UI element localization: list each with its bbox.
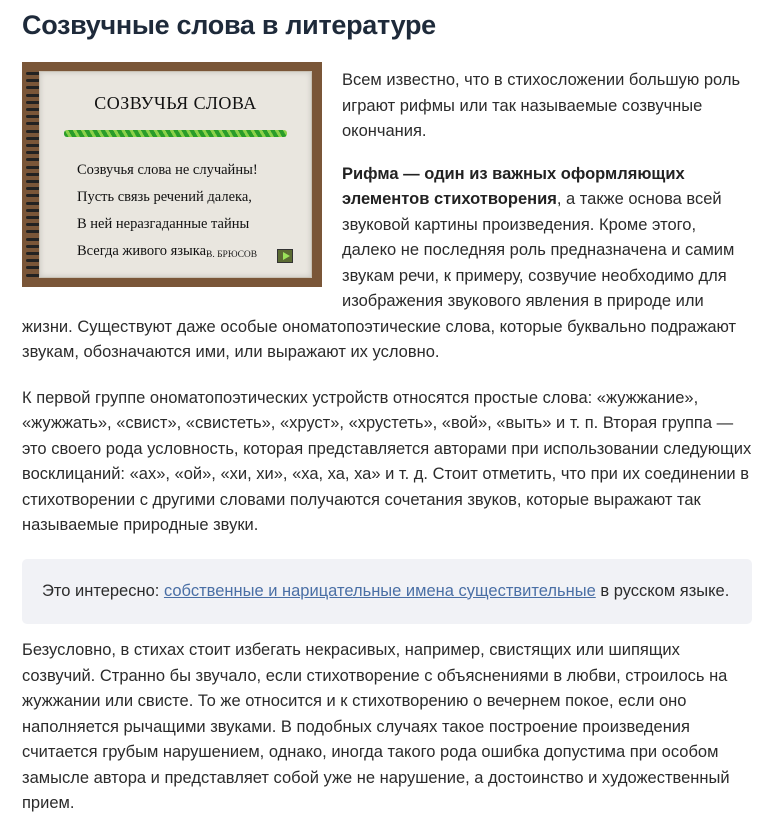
rhyme-text: , а также основа всей звуковой картины произведения. Кроме этого, далеко не последняя роль предназначена и самим звукам речи, к примеру, созвучие необходимо для изображения звукового явления в природе или жизни. Существуют даже особые ономатопоэтические слова, которые буквально подражают звукам, обозначаются ими, или выражают их условно.: [22, 190, 737, 361]
poem-line: В ней неразгаданные тайны: [77, 216, 250, 232]
paragraph-intro: Всем известно, что в стихосложении большую роль играют рифмы или так называемые созвучные окончания.: [342, 71, 741, 140]
poem: [77, 157, 258, 265]
slide-page: [39, 71, 312, 278]
poem-line: Всегда живого языка.: [77, 243, 210, 259]
play-icon: [277, 249, 293, 263]
decorative-braid: [64, 130, 287, 137]
callout-suffix: в русском языке.: [595, 581, 730, 600]
callout-link[interactable]: собственные и нарицательные имена существительные: [163, 581, 596, 600]
poem-line: Созвучья слова не случайны!: [77, 162, 258, 178]
rhyme-definition: Рифма — один из важных оформляющих элементов стихотворения: [342, 164, 685, 208]
callout-prefix: Это интересно:: [42, 581, 164, 600]
notebook-spiral-icon: [26, 72, 40, 277]
paragraph-conclusion: Безусловно, в стихах стоит избегать некрасивых, например, свистящих или шипящих созвучий. Странно бы звучало, если стихотворение с объяснениями в любви, строилось на жужжании или свисте. То же относится и к стихотворению о вечернем покое, если оно наполняется рычащими звуками. В подобных случаях такое построение произведения считается грубым нарушением, однако, иногда такого рода ошибка допустима при особом замысле автора и представляет собой уже не нарушение, а достоинство и художественный прием.: [22, 641, 730, 812]
interesting-callout: [22, 559, 752, 625]
paragraph-onomatopoeia: К первой группе ономатопоэтических устройств относятся простые слова: «жужжание», «жужжать», «свист», «свистеть», «хруст», «хрустеть», «вой», «выть» и т. п. Вторая группа — это своего рода условность, которая представляется авторами при использовании следующих восклицаний: «ах», «ой», «хи, хи», «ха, ха, ха» и т. д. Стоит отметить, что при их соединении в стихотворении с другими словами получаются сочетания звуков, которые выражают так называемые природные звуки.: [22, 388, 752, 534]
poem-author: В. БРЮСОВ: [206, 250, 258, 260]
poem-line: Пусть связь речений далека,: [77, 189, 252, 205]
slide-title: СОЗВУЧЬЯ СЛОВА: [94, 93, 257, 113]
poem-slide-image: [22, 62, 322, 287]
page-title: Созвучные слова в литературе: [22, 10, 436, 40]
